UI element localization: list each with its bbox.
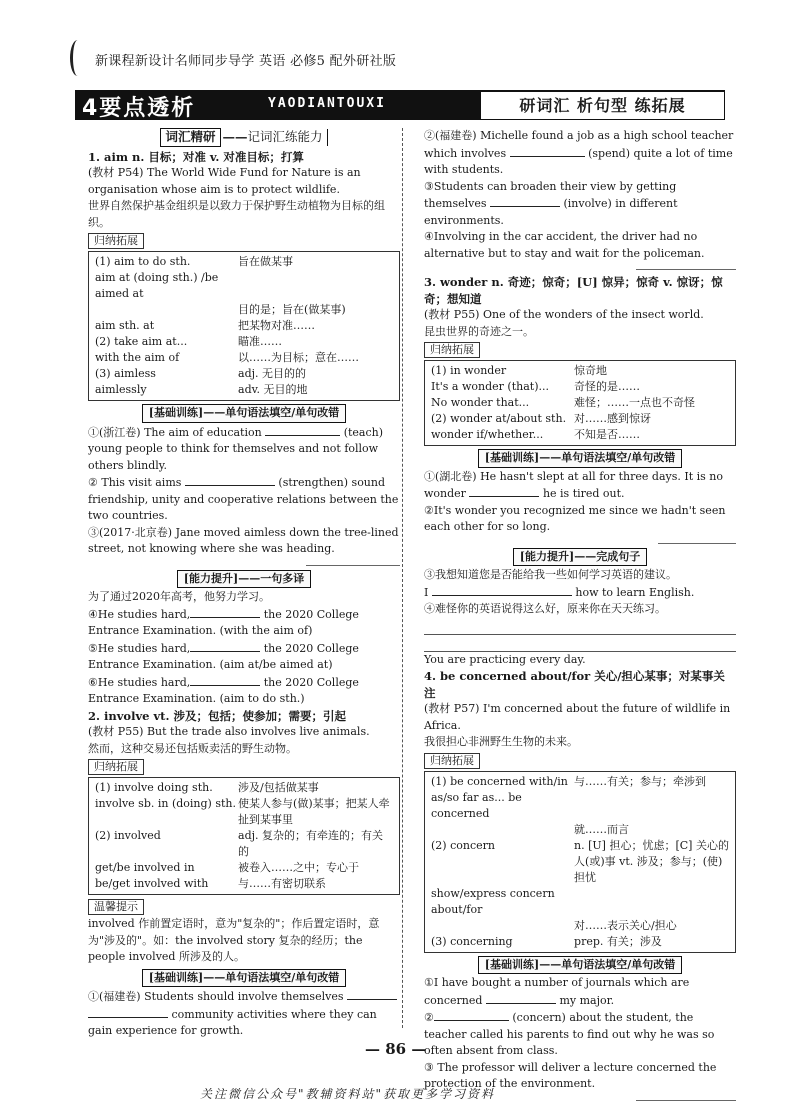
answer-line[interactable] <box>424 618 736 635</box>
answer-line[interactable] <box>424 635 736 652</box>
aim-q2-rest: (strengthen) sound friendship, unity and cooperative relations between the two countries. <box>88 476 399 522</box>
meaning-cell: prep. 有关；涉及 <box>574 934 662 948</box>
wonder-expand-table <box>431 363 729 443</box>
entry-aim-example-en: (教材 P54) The World Wide Fund for Nature is an organisation whose aim is to protect wildlife. <box>88 166 361 196</box>
entry-concerned-example-zh: 我很担心非洲野生生物的未来。 <box>424 735 578 748</box>
meaning-cell: 就……而言 <box>574 822 630 836</box>
meaning-cell: 以……为目标；意在…… <box>238 351 360 364</box>
aim-q3: ③(2017·北京卷) Jane moved aimless down the tree-lined street, not knowing where she was heading. <box>88 525 399 555</box>
aim-t6-b: the 2020 College Entrance <box>88 675 359 705</box>
involve-q1-text: ①(福建卷) Students should involve themselves <box>88 990 344 1003</box>
phrase-cell: (1) aim to do sth. <box>95 255 191 268</box>
section-title-main: 词汇精研 <box>160 128 220 147</box>
aim-t5-c: Examination. (aim at/be aimed at) <box>142 658 333 671</box>
basic-training-bar <box>424 449 736 468</box>
wonder-q4-zh: ④难怪你的英语说得这么好，原来你在天天练习。 <box>424 602 666 615</box>
involve-q2 <box>424 128 736 179</box>
expand-row <box>95 334 393 350</box>
meaning-cell: 与……有密切联系 <box>238 877 327 890</box>
expand-row <box>431 918 729 934</box>
expand-row <box>431 790 729 822</box>
phrase-cell: be/get involved with <box>95 877 209 890</box>
involve-q1 <box>88 988 400 1040</box>
answer-blank[interactable] <box>486 992 556 1004</box>
answer-blank[interactable] <box>265 424 340 436</box>
expand-row <box>95 270 393 302</box>
banner-pinyin: YAODIANTOUXI <box>268 96 386 111</box>
answer-line <box>636 268 736 270</box>
answer-blank[interactable] <box>510 145 585 157</box>
left-column <box>88 128 400 1040</box>
expand-row <box>431 774 729 790</box>
section-title: 词汇精研 ——记词汇练能力 <box>88 128 400 147</box>
basic-training-label: [基础训练]——单句语法填空/单句改错 <box>142 404 346 423</box>
meaning-cell: 惊奇地 <box>574 364 608 377</box>
involve-tip: involved 作前置定语时，意为"复杂的"；作后置定语时，意为"涉及的"。如：the involved story 复杂的经历；the people involved 所涉及的人。 <box>88 917 380 963</box>
expand-row <box>95 828 393 860</box>
basic-training-bar <box>88 969 400 988</box>
meaning-cell: 对……感到惊讶 <box>574 412 652 425</box>
phrase-cell <box>95 302 238 318</box>
meaning-cell: 与……有关；参与；牵涉到 <box>574 774 707 788</box>
aim-t4 <box>88 606 400 640</box>
involve-q3-text: ③Students can broaden their view by getting themselves <box>424 179 677 210</box>
header-ornament <box>70 40 85 76</box>
aim-q2 <box>88 474 400 525</box>
ability-label: [能力提升]——一句多译 <box>177 570 311 589</box>
aim-t6-a: ⑥He studies hard, <box>88 675 191 689</box>
phrase-cell: (2) take aim at... <box>95 335 188 348</box>
column-divider <box>402 128 403 1028</box>
aim-t6-c: Examination. (aim to do sth.) <box>142 692 305 705</box>
concerned-q1-rest: my major. <box>559 993 615 1007</box>
wonder-expand-box <box>424 360 736 446</box>
meaning-cell <box>574 790 729 822</box>
ability-label: [能力提升]——完成句子 <box>513 548 647 567</box>
entry-involve-example-zh: 然而，这种交易还包括贩卖活的野生动物。 <box>88 741 297 755</box>
aim-t5-a: ⑤He studies hard, <box>88 641 191 655</box>
entry-aim-head: 1. aim n. 目标；对准 v. 对准目标；打算 <box>88 149 304 164</box>
entry-involve-head: 2. involve vt. 涉及；包括；使参加；需要；引起 <box>88 708 346 723</box>
expand-row <box>431 427 729 443</box>
meaning-cell <box>574 886 729 918</box>
aim-t5 <box>88 640 400 674</box>
expand-row <box>431 379 729 395</box>
page-number: — 86 — <box>365 1040 427 1058</box>
concerned-q2-rest: (concern) about the student, the teacher called his parents to find out why he was so often absent from class. <box>424 1011 715 1057</box>
phrase-cell: (1) involve doing sth. <box>95 781 213 794</box>
phrase-cell: involve sb. in (doing) sth. <box>95 797 236 810</box>
involve-q1-rest: community activities where they can gain experience for growth. <box>88 1007 377 1037</box>
footer-note: 关注微信公众号"教辅资料站"获取更多学习资料 <box>200 1087 496 1101</box>
basic-training-label: [基础训练]——单句语法填空/单句改错 <box>142 969 346 988</box>
answer-blank[interactable] <box>434 1009 509 1021</box>
concerned-expand-table <box>431 774 729 950</box>
answer-blank[interactable] <box>347 988 397 1000</box>
expand-row <box>95 350 393 366</box>
entry-wonder-example-en: (教材 P55) One of the wonders of the insect world. <box>424 308 704 321</box>
expand-row <box>95 796 393 828</box>
phrase-cell <box>431 918 574 934</box>
answer-blank[interactable] <box>88 1006 168 1018</box>
meaning-cell: adj. 复杂的；有牵连的；有关的 <box>238 829 384 858</box>
aim-q1 <box>88 424 400 475</box>
phrase-cell: (2) concern <box>431 838 495 852</box>
concerned-q3: ③ The professor will deliver a lecture concerned the protection of the environment. <box>424 1060 717 1090</box>
entry-concerned-head: 4. be concerned about/for 关心/担心某事；对某事关注 <box>424 669 725 700</box>
expand-row <box>95 780 393 796</box>
wonder-q3-a: I <box>424 585 429 599</box>
expand-row <box>95 302 393 318</box>
aim-q2-text: ② This visit aims <box>88 476 182 489</box>
meaning-cell: 对……表示关心/担心 <box>574 918 677 932</box>
answer-blank[interactable] <box>190 606 260 618</box>
aim-q1-rest: young people to think for themselves and not follow others blindly. <box>88 442 379 472</box>
involve-expand-table <box>95 780 393 892</box>
expand-row <box>95 382 393 398</box>
aim-q1-text: ①(浙江卷) The aim of education <box>88 425 262 439</box>
expand-row <box>431 838 729 886</box>
phrase-cell: (1) be concerned with/in <box>431 774 568 788</box>
concerned-q1 <box>424 975 736 1009</box>
concerned-q2-num: ② <box>424 1011 434 1024</box>
answer-blank[interactable] <box>190 640 260 652</box>
expand-label: 归纳拓展 <box>88 233 144 249</box>
phrase-cell: get/be involved in <box>95 861 195 874</box>
answer-blank[interactable] <box>185 474 275 486</box>
meaning-cell: 使某人参与(做)某事；把某人牵扯到某事里 <box>238 797 390 826</box>
concerned-q2 <box>424 1009 736 1060</box>
basic-training-label: [基础训练]——单句语法填空/单句改错 <box>478 956 682 975</box>
expand-row <box>431 411 729 427</box>
section-subtitle: 记词汇练能力 <box>248 129 328 146</box>
meaning-cell: adv. 无目的地 <box>238 383 308 396</box>
meaning-cell: 旨在做某事 <box>238 255 294 268</box>
running-header: 新课程新设计名师同步导学 英语 必修5 配外研社版 <box>95 54 397 69</box>
aim-expand-box <box>88 251 400 401</box>
wonder-q1 <box>424 469 736 503</box>
phrase-cell: (3) aimless <box>95 367 156 380</box>
entry-wonder-example-zh: 昆虫世界的奇迹之一。 <box>424 324 534 338</box>
expand-row <box>95 254 393 270</box>
aim-t4-b: the 2020 College Entrance <box>88 607 359 637</box>
expand-row <box>95 366 393 382</box>
entry-concerned-example-en: (教材 P57) I'm concerned about the future of wildlife in Africa. <box>424 702 731 732</box>
aim-t4-c: Examination. (with the aim of) <box>142 624 313 637</box>
involve-expand-box <box>88 777 400 895</box>
answer-line <box>306 564 400 566</box>
wonder-q2: ②It's wonder you recognized me since we hadn't seen each other for so long. <box>424 503 726 533</box>
involve-q3 <box>424 179 736 230</box>
meaning-cell: 奇怪的是…… <box>574 380 641 393</box>
meaning-cell: 瞄准…… <box>238 335 283 348</box>
phrase-cell: aim sth. at <box>95 319 155 332</box>
phrase-cell: It's a wonder (that)... <box>431 380 549 393</box>
answer-line <box>658 542 736 544</box>
answer-blank[interactable] <box>490 195 560 207</box>
banner-title: 4要点透析 <box>82 96 196 121</box>
phrase-cell: (2) wonder at/about sth. <box>431 412 567 425</box>
meaning-cell: 涉及/包括做某事 <box>238 781 319 794</box>
meaning-cell <box>238 270 393 302</box>
ability-bar <box>88 570 400 589</box>
entry-wonder-head: 3. wonder n. 奇迹；惊奇；[U] 惊异；惊奇 v. 惊讶；惊奇；想知道 <box>424 275 723 306</box>
aim-t5-b: the 2020 College Entrance <box>88 641 359 671</box>
wonder-q3-b: how to learn English. <box>575 585 695 599</box>
phrase-cell: as/so far as... be concerned <box>431 790 522 820</box>
involve-q3-rest: (involve) in different environments. <box>424 197 678 227</box>
right-column <box>424 128 736 1105</box>
meaning-cell: 不知是否…… <box>574 428 641 441</box>
aim-expand-table <box>95 254 393 398</box>
involve-q2-rest: (spend) quite a lot of time with students. <box>424 146 733 176</box>
entry-aim-example-zh: 世界自然保护基金组织是以致力于保护野生动植物为目标的组织。 <box>88 199 385 229</box>
expand-label: 归纳拓展 <box>424 342 480 358</box>
meaning-cell: n. [U] 担心；忧虑；[C] 关心的人(或)事 vt. 涉及；参与；(使)担忧 <box>574 838 729 884</box>
basic-training-bar <box>424 956 736 975</box>
concerned-q1-text: ①I have bought a number of journals which are concerned <box>424 976 690 1007</box>
meaning-cell: 被卷入……之中；专心于 <box>238 861 360 874</box>
answer-blank[interactable] <box>190 674 260 686</box>
tips-label: 温馨提示 <box>88 899 144 915</box>
answer-blank[interactable] <box>469 485 539 497</box>
expand-label: 归纳拓展 <box>88 759 144 775</box>
ability-bar <box>424 548 736 567</box>
phrase-cell: (1) in wonder <box>431 364 507 377</box>
expand-row <box>95 860 393 876</box>
involve-q4: ④Involving in the car accident, the driver had no alternative but to stay and wait for the policeman. <box>424 230 705 260</box>
involve-q2-text: ②(福建卷) Michelle found a job as a high school teacher which involves <box>424 129 734 160</box>
wonder-q1-text: ①(湖北卷) He hasn't slept at all for three days. It is no wonder <box>424 469 723 500</box>
aim-trans-zh: 为了通过2020年高考，他努力学习。 <box>88 590 270 603</box>
answer-line <box>636 1099 736 1101</box>
expand-row <box>431 934 729 950</box>
aim-t4-a: ④He studies hard, <box>88 607 191 621</box>
wonder-q3-zh: ③我想知道您是否能给我一些如何学习英语的建议。 <box>424 568 677 581</box>
phrase-cell: aimlessly <box>95 383 147 396</box>
concerned-expand-box <box>424 771 736 953</box>
phrase-cell: wonder if/whether... <box>431 428 544 441</box>
meaning-cell: 把某物对准…… <box>238 319 316 332</box>
expand-row <box>431 395 729 411</box>
meaning-cell: 目的是；旨在(做某事) <box>238 303 346 316</box>
phrase-cell: (3) concerning <box>431 934 513 948</box>
expand-row <box>95 318 393 334</box>
answer-blank[interactable] <box>432 584 572 596</box>
meaning-cell: adj. 无目的的 <box>238 367 307 380</box>
basic-training-label: [基础训练]——单句语法填空/单句改错 <box>478 449 682 468</box>
meaning-cell: 难怪；……一点也不奇怪 <box>574 396 696 409</box>
expand-row <box>431 363 729 379</box>
phrase-cell: (2) involved <box>95 829 161 842</box>
expand-row <box>95 876 393 892</box>
wonder-q4-en: You are practicing every day. <box>424 652 586 666</box>
entry-involve-example-en: (教材 P55) But the trade also involves live animals. <box>88 725 370 738</box>
basic-training-bar <box>88 404 400 423</box>
aim-q1-hint: (teach) <box>343 425 384 439</box>
wonder-q1-rest: he is tired out. <box>542 487 625 500</box>
phrase-cell: aim at (doing sth.) /be aimed at <box>95 271 219 300</box>
expand-row <box>431 886 729 918</box>
expand-row <box>431 822 729 838</box>
phrase-cell: show/express concern about/for <box>431 886 555 916</box>
banner-subtitle: 研词汇 析句型 练拓展 <box>480 91 725 120</box>
aim-t6 <box>88 674 400 708</box>
phrase-cell: with the aim of <box>95 351 180 364</box>
phrase-cell <box>431 822 574 838</box>
wonder-q3 <box>424 584 736 602</box>
phrase-cell: No wonder that... <box>431 396 530 409</box>
expand-label: 归纳拓展 <box>424 753 480 769</box>
